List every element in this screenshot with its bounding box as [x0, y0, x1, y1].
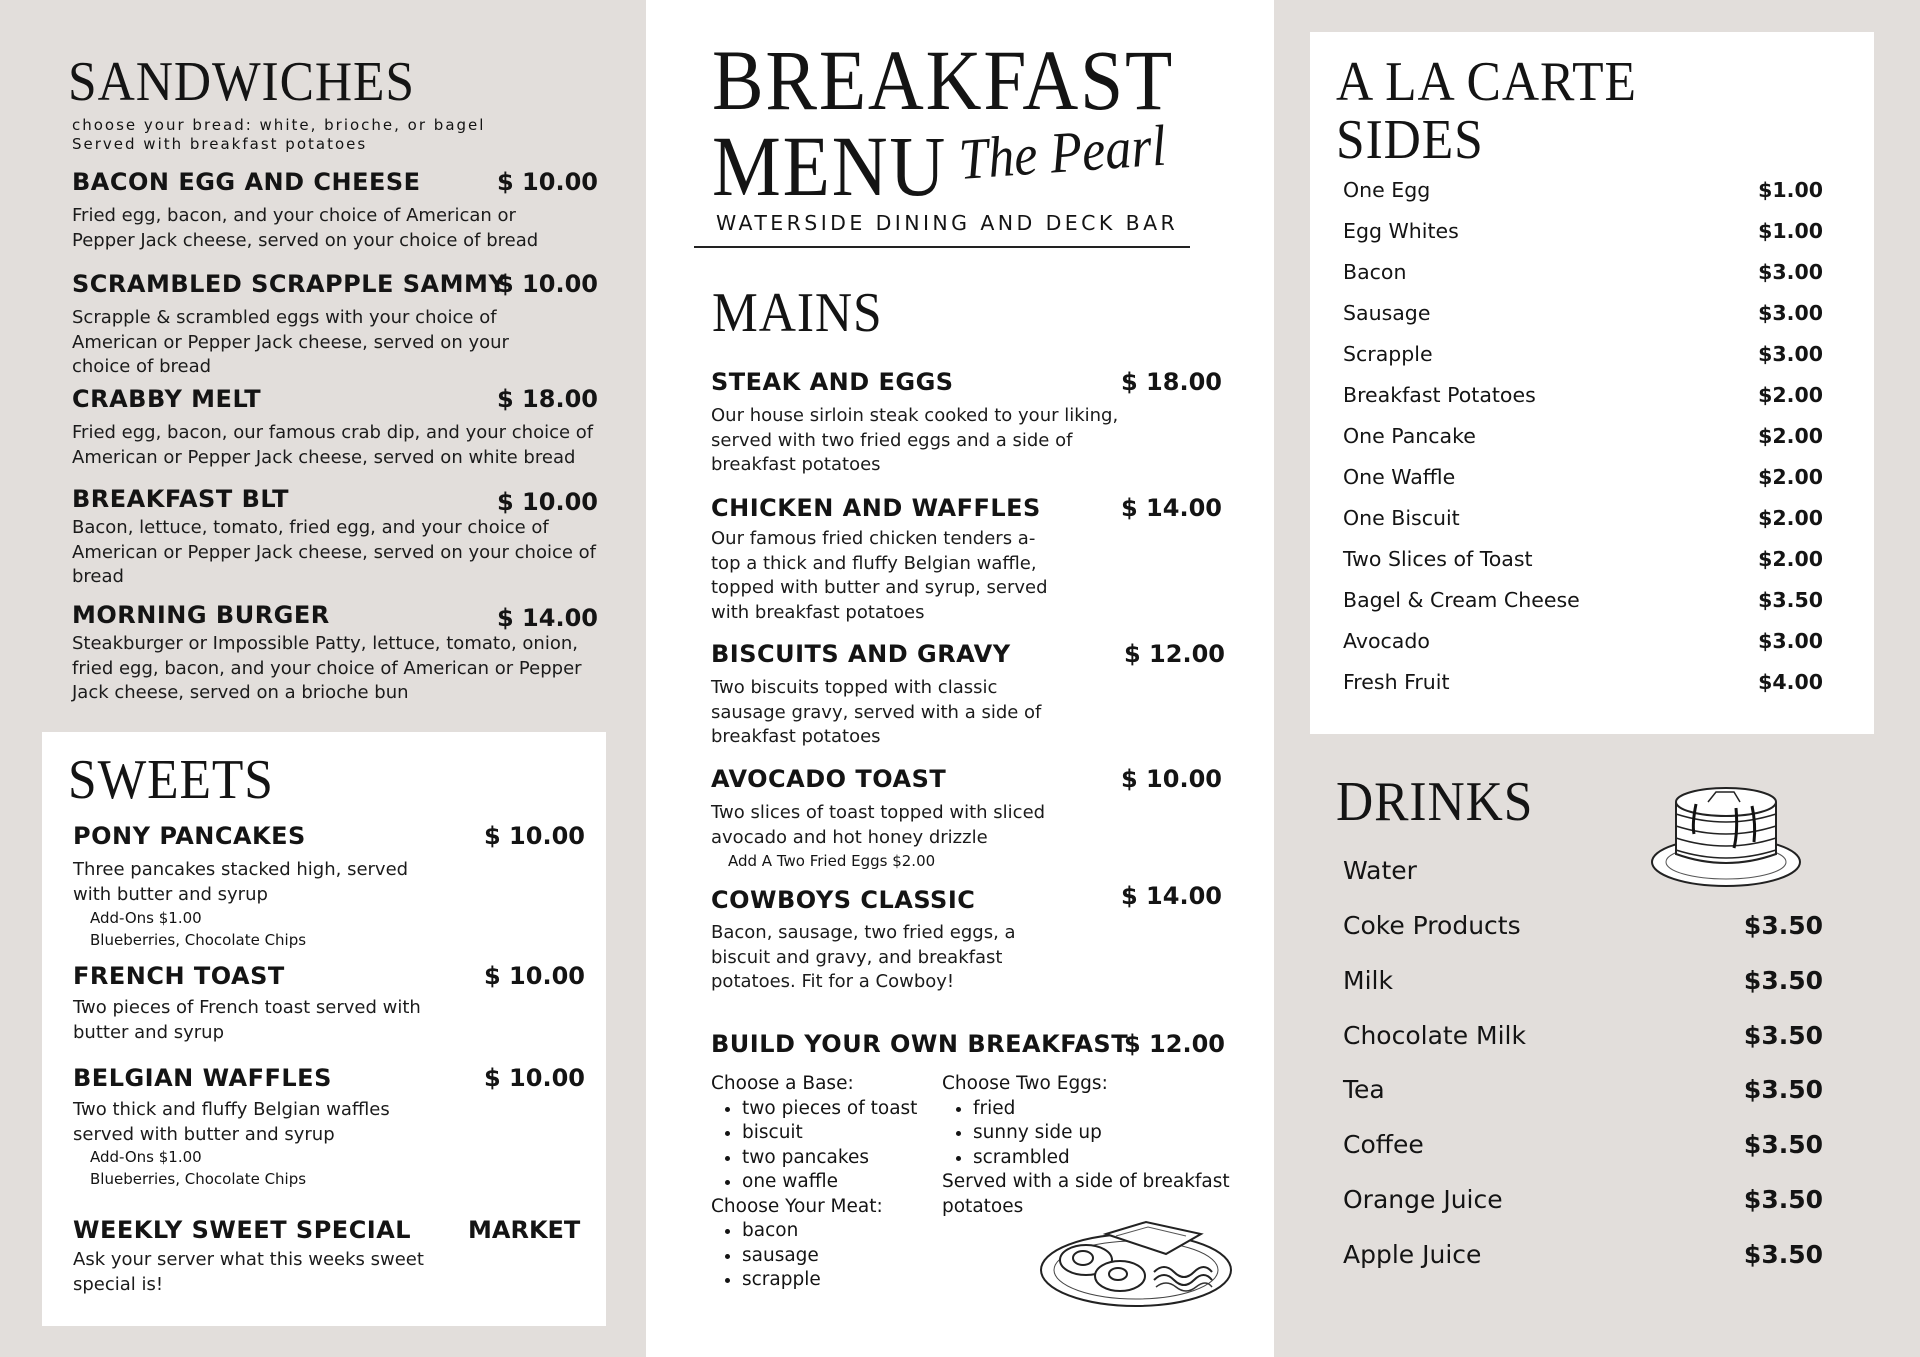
drink-price: $3.50: [1743, 1239, 1823, 1269]
list-item: [1343, 298, 1823, 328]
drink-name: Coke Products: [1343, 910, 1521, 940]
menu-title-line2: MENU: [712, 118, 948, 214]
base-list: [711, 1097, 936, 1195]
item-name: BREAKFAST BLT: [72, 485, 290, 513]
side-price: $2.00: [1758, 424, 1823, 448]
item-description: Ask your server what this weeks sweet special is!: [73, 1249, 424, 1295]
item-description: Two biscuits topped with classic sausage gravy, served with a side of breakfast potatoes: [711, 677, 1042, 747]
item-price: $ 10.00: [497, 270, 598, 298]
list-item: [1343, 380, 1823, 410]
side-name: One Biscuit: [1343, 506, 1460, 530]
eggs-label: Choose Two Eggs:: [942, 1073, 1108, 1094]
list-item: [1343, 1234, 1823, 1274]
sweets-heading: SWEETS: [68, 749, 274, 811]
item-name: BACON EGG AND CHEESE: [72, 168, 421, 196]
side-price: $3.00: [1758, 301, 1823, 325]
drinks-heading: DRINKS: [1336, 771, 1534, 833]
item-price: $ 10.00: [497, 488, 598, 516]
restaurant-script-name: The Pearl: [956, 112, 1169, 192]
right-column: [1274, 0, 1920, 1357]
item-price: $ 14.00: [1121, 882, 1222, 910]
list-item: [1343, 503, 1823, 533]
drink-name: Water: [1343, 855, 1417, 885]
drink-name: Milk: [1343, 965, 1393, 995]
item-name: SCRAMBLED SCRAPPLE SAMMY: [72, 270, 507, 298]
addon-label: Add-Ons $1.00: [90, 909, 202, 927]
item-price: MARKET: [468, 1216, 581, 1244]
list-item: [1343, 1015, 1823, 1055]
item-price: $ 10.00: [497, 168, 598, 196]
drink-name: Tea: [1343, 1074, 1385, 1104]
sweets-panel: [42, 732, 606, 1326]
item-description: Bacon, sausage, two fried eggs, a biscuit and gravy, and breakfast potatoes. Fit for a Cowboy!: [711, 922, 1016, 992]
side-name: Sausage: [1343, 301, 1431, 325]
item-name: WEEKLY SWEET SPECIAL: [73, 1216, 412, 1244]
sides-list-continued: [1343, 585, 1823, 715]
drink-price: $3.50: [1743, 1020, 1823, 1050]
item-description: Scrapple & scrambled eggs with your choice of American or Pepper Jack cheese, served on your choice of bread: [72, 307, 509, 377]
addon-items: Blueberries, Chocolate Chips: [90, 931, 307, 949]
addon-items: Blueberries, Chocolate Chips: [90, 1170, 307, 1188]
list-item: • fried: [973, 1097, 1242, 1122]
drink-price: $3.50: [1743, 910, 1823, 940]
list-item: • bacon: [742, 1219, 936, 1244]
side-name: Egg Whites: [1343, 219, 1459, 243]
item-price: $ 18.00: [1121, 368, 1222, 396]
item-name: CHICKEN AND WAFFLES: [711, 494, 1041, 522]
potatoes-note: Served with breakfast potatoes: [72, 135, 368, 153]
served-with-note: Served with a side of breakfast potatoes: [942, 1171, 1230, 1217]
side-name: Two Slices of Toast: [1343, 547, 1533, 571]
list-item: • one waffle: [742, 1170, 936, 1195]
list-item: [1343, 960, 1823, 1000]
side-price: $2.00: [1758, 547, 1823, 571]
drink-price: $3.50: [1743, 965, 1823, 995]
side-name: Breakfast Potatoes: [1343, 383, 1536, 407]
eggs-list: [942, 1097, 1242, 1171]
base-label: Choose a Base:: [711, 1073, 854, 1094]
side-price: $3.00: [1758, 342, 1823, 366]
addon-label: Add-Ons $1.00: [90, 1148, 202, 1166]
list-item: [1343, 421, 1823, 451]
item-name: MORNING BURGER: [72, 601, 330, 629]
meat-list: [711, 1219, 936, 1293]
list-item: • sausage: [742, 1244, 936, 1269]
item-description: Bacon, lettuce, tomato, fried egg, and your choice of American or Pepper Jack cheese, served on your choice of bread: [72, 517, 597, 587]
side-name: Bacon: [1343, 260, 1407, 284]
sides-heading-line1: A LA CARTE: [1336, 51, 1637, 113]
list-item: [1343, 905, 1823, 945]
sandwiches-subtitle: [72, 116, 485, 154]
item-name: CRABBY MELT: [72, 385, 262, 413]
byo-price: $ 12.00: [1124, 1030, 1225, 1058]
item-description: Our famous fried chicken tenders a-top a thick and fluffy Belgian waffle, topped with butter and syrup, served with breakfast potatoes: [711, 528, 1048, 623]
drink-price: $3.50: [1743, 1074, 1823, 1104]
item-name: FRENCH TOAST: [73, 962, 285, 990]
item-description: Fried egg, bacon, our famous crab dip, and your choice of American or Pepper Jack cheese, served on white bread: [72, 422, 594, 468]
item-price: $ 14.00: [1121, 494, 1222, 522]
list-item: • scrambled: [973, 1146, 1242, 1171]
drink-name: Chocolate Milk: [1343, 1020, 1526, 1050]
drinks-list: [1343, 850, 1823, 1270]
list-item: [1343, 544, 1823, 574]
side-name: One Waffle: [1343, 465, 1456, 489]
item-price: $ 18.00: [497, 385, 598, 413]
mains-heading: MAINS: [712, 282, 883, 344]
byo-left-column: [711, 1072, 936, 1293]
item-price: $ 12.00: [1124, 640, 1225, 668]
item-price: $ 10.00: [484, 1064, 585, 1092]
drink-name: Apple Juice: [1343, 1239, 1482, 1269]
item-description: Fried egg, bacon, and your choice of American or Pepper Jack cheese, served on your choice of bread: [72, 205, 539, 251]
item-description: Three pancakes stacked high, served with butter and syrup: [73, 859, 409, 905]
side-name: Fresh Fruit: [1343, 670, 1450, 694]
side-name: Avocado: [1343, 629, 1430, 653]
header-divider: [694, 246, 1190, 248]
sides-heading-line2: SIDES: [1336, 109, 1484, 171]
list-item: [1343, 257, 1823, 287]
sides-list: [1343, 175, 1823, 595]
side-price: $2.00: [1758, 506, 1823, 530]
item-description: Steakburger or Impossible Patty, lettuce, tomato, onion, fried egg, bacon, and your choice of American or Pepper Jack cheese, served on a brioche bun: [72, 633, 582, 703]
side-name: Scrapple: [1343, 342, 1433, 366]
side-price: $3.00: [1758, 629, 1823, 653]
side-name: One Pancake: [1343, 424, 1476, 448]
tagline: WATERSIDE DINING AND DECK BAR: [716, 211, 1179, 235]
list-item: [1343, 667, 1823, 697]
drink-name: Orange Juice: [1343, 1184, 1503, 1214]
byo-right-column: [942, 1072, 1242, 1219]
list-item: [1343, 1179, 1823, 1219]
list-item: [1343, 850, 1823, 890]
list-item: [1343, 462, 1823, 492]
side-name: One Egg: [1343, 178, 1431, 202]
item-name: COWBOYS CLASSIC: [711, 886, 976, 914]
list-item: [1343, 585, 1823, 615]
sides-panel: [1310, 32, 1874, 734]
list-item: • two pancakes: [742, 1146, 936, 1171]
item-price: $ 10.00: [1121, 765, 1222, 793]
menu-title-line1: BREAKFAST: [712, 32, 1175, 128]
addon-note: Add A Two Fried Eggs $2.00: [728, 852, 936, 870]
left-column: [0, 0, 646, 1357]
list-item: • sunny side up: [973, 1121, 1242, 1146]
drink-price: $3.50: [1743, 1129, 1823, 1159]
item-name: BELGIAN WAFFLES: [73, 1064, 332, 1092]
side-price: $4.00: [1758, 670, 1823, 694]
list-item: [1343, 1124, 1823, 1164]
item-name: STEAK AND EGGS: [711, 368, 954, 396]
item-name: PONY PANCAKES: [73, 822, 306, 850]
item-description: Our house sirloin steak cooked to your liking, served with two fried eggs and a side of breakfast potatoes: [711, 405, 1119, 475]
sandwiches-heading: SANDWICHES: [68, 51, 415, 113]
item-price: $ 14.00: [497, 604, 598, 632]
list-item: [1343, 626, 1823, 656]
list-item: [1343, 1069, 1823, 1109]
list-item: [1343, 175, 1823, 205]
item-price: $ 10.00: [484, 962, 585, 990]
side-price: $1.00: [1758, 178, 1823, 202]
bread-choice-note: choose your bread: white, brioche, or bagel: [72, 116, 486, 134]
side-price: $1.00: [1758, 219, 1823, 243]
item-description: Two thick and fluffy Belgian waffles served with butter and syrup: [73, 1099, 390, 1145]
byo-title: BUILD YOUR OWN BREAKFAST: [711, 1030, 1129, 1058]
side-price: $3.00: [1758, 260, 1823, 284]
list-item: [1343, 339, 1823, 369]
list-item: [1343, 216, 1823, 246]
item-name: BISCUITS AND GRAVY: [711, 640, 1011, 668]
item-price: $ 10.00: [484, 822, 585, 850]
eggs-bacon-toast-icon: [1036, 1212, 1236, 1312]
drink-name: Coffee: [1343, 1129, 1424, 1159]
middle-column: [646, 0, 1274, 1357]
side-price: $2.00: [1758, 465, 1823, 489]
side-price: $3.50: [1758, 588, 1823, 612]
item-name: AVOCADO TOAST: [711, 765, 947, 793]
side-price: $2.00: [1758, 383, 1823, 407]
list-item: • scrapple: [742, 1268, 936, 1293]
drink-price: $3.50: [1743, 1184, 1823, 1214]
list-item: • biscuit: [742, 1121, 936, 1146]
item-description: Two slices of toast topped with sliced avocado and hot honey drizzle: [711, 802, 1046, 848]
meat-label: Choose Your Meat:: [711, 1195, 883, 1217]
side-name: Bagel & Cream Cheese: [1343, 588, 1580, 612]
item-description: Two pieces of French toast served with butter and syrup: [73, 997, 421, 1043]
list-item: • two pieces of toast: [742, 1097, 936, 1122]
